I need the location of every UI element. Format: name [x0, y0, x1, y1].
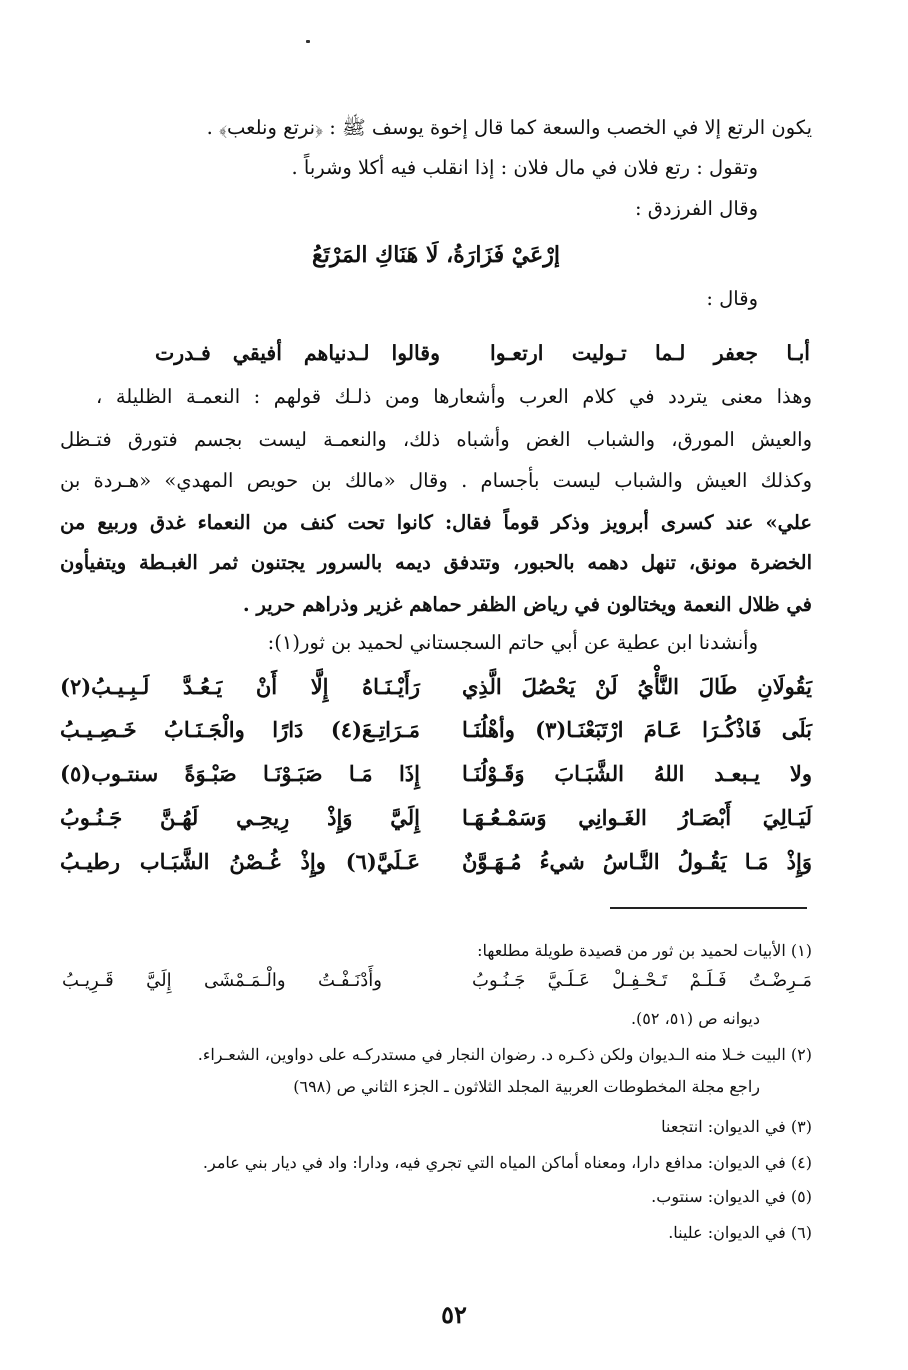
verse-left-hemistich: إِذَا مَـا صَبَـوْنَـا صَبْـوَةً سنتـوب(٥) [60, 761, 420, 786]
poem-intro: وأنشدنا ابن عطية عن أبي حاتم السجستاني لحميد بن ثور(١): [267, 631, 758, 654]
verse-right-hemistich: يَقُولَانِ طَالَ النَّأْيُ لَنْ يَحْصُلَ الَّذِي [462, 674, 812, 699]
paragraph-line-4: علي» عند كسرى أبرويز وذكر قوماً فقال: كانوا تحت كنف من النعماء غدق وربيع من [60, 511, 812, 534]
footnote-1-heading: (١) الأبيات لحميد بن ثور من قصيدة طويلة مطلعها: [477, 941, 812, 960]
paragraph-line-6: في ظلال النعمة ويختالون في رياض الظفر حماهم غزير وذراهم حرير . [242, 593, 812, 616]
footnote-2-line-2: راجع مجلة المخطوطات العربية المجلد الثلاثون ـ الجزء الثاني ص (٦٩٨) [293, 1077, 760, 1096]
verse-left-hemistich: رَأَيْـنَـاهُ إِلَّا أَنْ يَـعُـدَّ لَـبِـيـبُ(٢) [60, 674, 420, 699]
footnote-3: (٣) في الديوان: انتجعنا [661, 1117, 812, 1136]
paragraph-line-2: والعيش المورق، والشباب الغض وأشباه ذلك، والنعمـة ليست بجسم فتورق فتـظل [60, 428, 812, 451]
verse-row [60, 755, 812, 795]
couplet-left-hemistich: وقالوا لـدنياهم أفيقي فـدرت [155, 341, 440, 365]
ink-speck [306, 40, 310, 43]
verse-right-hemistich: بَلَى فَاذْكُـرَا عَـامَ ارْتَبَعْنَـا(٣) وأهْلُنَـا [462, 717, 812, 742]
verse-right-hemistich: وَإِذْ مَـا يَقُـولُ النَّـاسُ شيءُ مُـهَـوَّنٌ [462, 849, 812, 874]
verse-right-hemistich: لَيَـالِيَ أَبْصَـارُ الغَـوانِي وَسَمْـعُـهَـا [462, 805, 812, 830]
paragraph-line-5: الخضرة مونق، تنهل دهمه بالحبور، وتتدفق ديمه بالسرور يجتنون ثمر الغبـطة ويتفيأون [60, 551, 812, 574]
body-line-2: وتقول : رتع فلان في مال فلان : إذا انقلب فيه أكلا وشرباً . [291, 156, 758, 179]
page-number: ٥٢ [441, 1300, 467, 1329]
verse-row [60, 843, 812, 883]
body-line-3: وقال الفرزدق : [634, 197, 758, 220]
verse-right-hemistich: ولا يـبعـد اللهُ الشَّبَـابَ وَقَـوْلُنَـا [462, 761, 812, 786]
footnote-separator [610, 907, 807, 909]
footnote-1-tail: ديوانه ص (٥١، ٥٢). [630, 1009, 760, 1028]
verse-left-hemistich: عَـلَيَّ(٦) وإِذْ غُـصْنُ الشَّبَـاب رطيـبُ [60, 849, 420, 874]
couplet-right-hemistich: أبـا جعفر لـما تـوليت ارتعـوا [490, 341, 810, 365]
verse-farazdaq: إرْعَيْ فَزَارَةُ، لَا هَنَاكِ المَرْتَعُ [312, 242, 560, 268]
verse-row [60, 799, 812, 839]
body-line-1: يكون الرتع إلا في الخصب والسعة كما قال إخوة يوسف ﷺ : ﴿نرتع ونلعب﴾ . [206, 116, 812, 139]
verse-row [60, 668, 812, 708]
footnote-4: (٤) في الديوان: مدافع دارا، ومعناه أماكن المياه التي تجري فيه، ودارا: واد في ديار بني عامر. [202, 1153, 812, 1172]
verse-left-hemistich: إِلَيَّ وَإِذْ رِيحِـي لَهُـنَّ جَـنُـوبُ [60, 805, 420, 830]
footnote-6: (٦) في الديوان: علينا. [668, 1223, 812, 1242]
footnote-2-line-1: (٢) البيت خـلا منه الـديوان ولكن ذكـره د. رضوان النجار في مستدركـه على دواوين، الشعـراء. [197, 1045, 812, 1064]
paragraph-line-3: وكذلك العيش والشباب ليست بأجسام . وقال «مالك بن حويص المهدي» «هـردة بن [60, 469, 812, 492]
body-line-4: وقال : [706, 287, 758, 310]
verse-row [60, 711, 812, 751]
footnote-1-verse-left: وأَدْنَـفْـتُ والْـمَـمْشَى إِلَيَّ قَـرِيـبُ [62, 970, 382, 991]
verse-left-hemistich: مَـرَاتِـعَ(٤) دَارًا والْجَـنَـابُ خَـصِـيـبُ [60, 717, 420, 742]
footnote-1-verse-right: مَـرِضْـتُ فَـلَـمْ تَـحْـفِـلْ عَـلَـيَّ جَـنُـوبُ [472, 970, 812, 991]
paragraph-line-1: وهذا معنى يتردد في كلام العرب وأشعارها ومن ذلـك قولهم : النعمـة الظليلة ، [96, 385, 812, 408]
footnote-5: (٥) في الديوان: سنتوب. [651, 1187, 812, 1206]
